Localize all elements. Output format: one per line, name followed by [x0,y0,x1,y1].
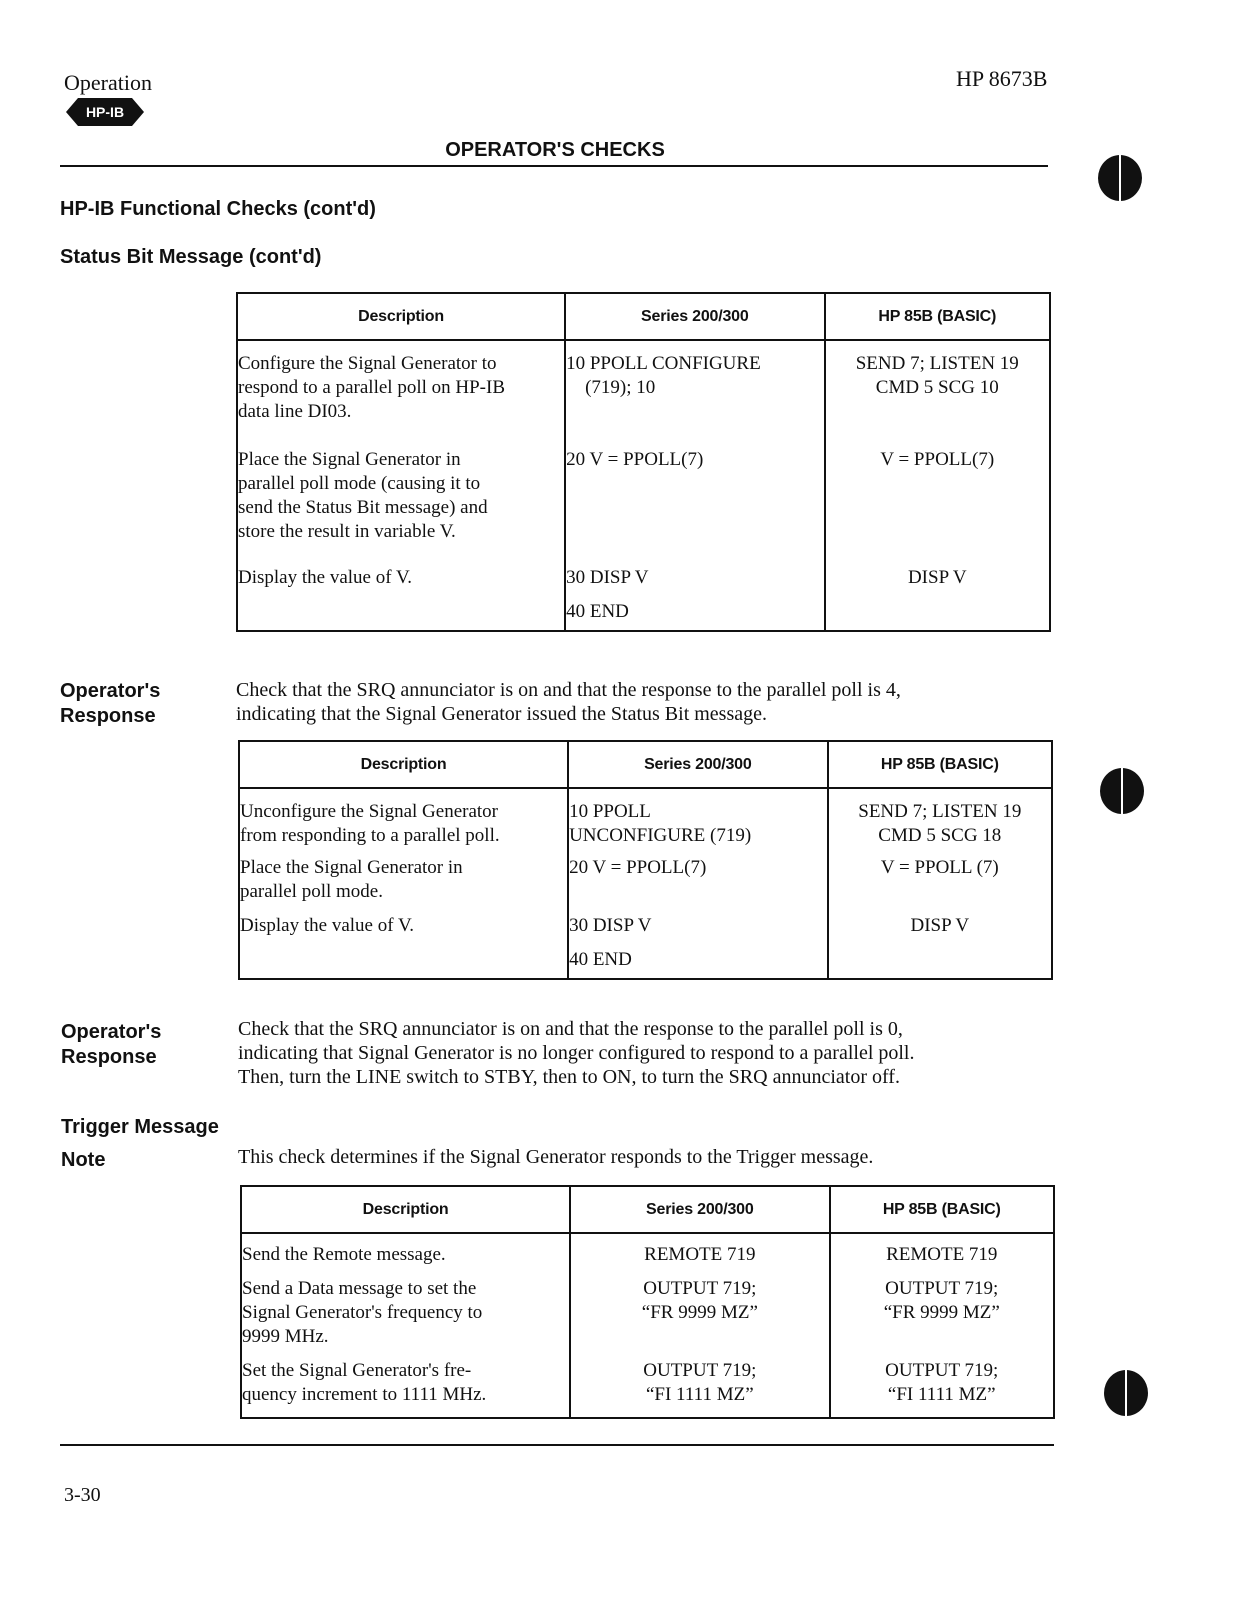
cell-description [237,424,565,544]
cell-text-line: Place the Signal Generator in [240,857,463,878]
cell-text-line: Display the value of V. [238,567,412,588]
cell-description [241,1267,570,1349]
cell-text-line: REMOTE 719 [886,1244,998,1265]
cell-series-200-300 [565,340,824,424]
column-header-description: Description [239,741,568,788]
operators-response-text: Check that the SRQ annunciator is on and that the response to the parallel poll is 4, indicating that the Signal Generator issued the Status Bit message. [236,679,901,725]
cell-text-line: CMD 5 SCG 18 [878,825,1002,846]
header-rule [60,165,1048,167]
cell-text-line: Display the value of V. [240,915,414,936]
margin-bullet-icon [1104,1370,1148,1416]
cell-series-200-300 [570,1267,829,1349]
table-row [237,340,1050,424]
command-table-status-bit [236,292,1051,632]
cell-text-line: UNCONFIGURE (719) [569,825,752,846]
cell-series-200-300 [568,938,828,979]
cell-text-line: data line DI03. [238,401,352,422]
cell-hp-85b [830,1349,1055,1418]
cell-text-line: send the Status Bit message) and [238,497,488,518]
table-row [239,938,1052,979]
cell-text-line: DISP V [907,567,967,588]
margin-bullet-icon [1098,155,1142,201]
column-header-hp85: HP 85B (BASIC) [830,1186,1055,1233]
cell-description [239,788,568,848]
column-header-description: Description [237,293,565,340]
cell-hp-85b [825,424,1050,544]
cell-text-line: 10 PPOLL CONFIGURE [566,353,761,374]
column-header-series: Series 200/300 [570,1186,829,1233]
cell-hp-85b [828,904,1052,938]
cell-description [241,1233,570,1267]
cell-text-line: 30 DISP V [569,915,652,936]
cell-text-line: CMD 5 SCG 10 [875,377,999,398]
table-row [239,848,1052,904]
cell-series-200-300 [570,1233,829,1267]
cell-hp-85b [830,1233,1055,1267]
cell-text-line: from responding to a parallel poll. [240,825,500,846]
cell-text-line: OUTPUT 719; [643,1360,757,1381]
cell-text-line: Send a Data message to set the [242,1278,477,1299]
column-header-hp85: HP 85B (BASIC) [828,741,1052,788]
cell-text-line: Signal Generator's frequency to [242,1302,483,1323]
cell-text-line: SEND 7; LISTEN 19 [858,801,1022,822]
cell-text-line: V = PPOLL(7) [880,449,995,470]
cell-text-line: OUTPUT 719; [885,1360,999,1381]
cell-text-line: parallel poll mode. [240,881,383,902]
command-table-unconfigure [238,740,1053,980]
cell-series-200-300 [568,788,828,848]
cell-text-line: OUTPUT 719; [885,1278,999,1299]
cell-description [239,848,568,904]
subsection-heading: Status Bit Message (cont'd) [60,246,322,268]
column-header-hp85: HP 85B (BASIC) [825,293,1050,340]
operators-response-text: Check that the SRQ annunciator is on and that the response to the parallel poll is 0, indicating that Signal Generator is no longer configured to respond to a parallel poll. Then, turn the LINE switch to STBY, then to ON, to turn the SRQ annunciator off. [238,1018,915,1088]
cell-description [237,340,565,424]
cell-text-line: “FI 1111 MZ” [645,1384,754,1405]
cell-hp-85b [825,590,1050,631]
cell-text-line: REMOTE 719 [644,1244,756,1265]
cell-series-200-300 [570,1349,829,1418]
table-body [239,788,1052,979]
column-header-description: Description [241,1186,570,1233]
cell-description [237,590,565,631]
cell-text-line: 30 DISP V [566,567,649,588]
table-row [237,590,1050,631]
cell-text-line: “FI 1111 MZ” [887,1384,996,1405]
cell-text-line: Place the Signal Generator in [238,449,461,470]
column-header-series: Series 200/300 [568,741,828,788]
cell-series-200-300 [565,424,824,544]
trigger-message-heading: Trigger Message [61,1116,219,1138]
operators-response-label: Operator's Response [61,1021,162,1068]
cell-hp-85b [828,788,1052,848]
cell-text-line: OUTPUT 719; [643,1278,757,1299]
cell-description [239,904,568,938]
cell-text-line: V = PPOLL (7) [880,857,999,878]
cell-text-line: 40 END [569,949,632,970]
table-row [241,1267,1054,1349]
cell-hp-85b [828,848,1052,904]
cell-text-line: quency increment to 1111 MHz. [242,1384,487,1405]
section-heading: HP-IB Functional Checks (cont'd) [60,198,376,220]
cell-hp-85b [828,938,1052,979]
cell-text-line: 9999 MHz. [242,1326,329,1347]
cell-hp-85b [830,1267,1055,1349]
cell-series-200-300 [568,848,828,904]
table-row [241,1349,1054,1418]
cell-text-line: 40 END [566,601,629,622]
cell-text-line: “FR 9999 MZ” [883,1302,1000,1323]
column-header-series: Series 200/300 [565,293,824,340]
note-label: Note [61,1149,106,1171]
cell-text-line: Unconfigure the Signal Generator [240,801,498,822]
hpib-badge-label: HP-IB [85,104,125,120]
cell-text-line: Configure the Signal Generator to [238,353,497,374]
margin-bullet-icon [1100,768,1144,814]
table-body [237,340,1050,631]
cell-text-line: Send the Remote message. [242,1244,446,1265]
cell-series-200-300 [568,904,828,938]
operators-response-label: Operator's Response [60,680,161,727]
command-table-trigger [240,1185,1055,1419]
cell-series-200-300 [565,544,824,590]
table-row [237,544,1050,590]
cell-description [237,544,565,590]
cell-description [241,1349,570,1418]
table-row [239,788,1052,848]
footer-rule [60,1444,1054,1446]
cell-text-line: respond to a parallel poll on HP-IB [238,377,506,398]
table-row [239,904,1052,938]
note-text: This check determines if the Signal Generator responds to the Trigger message. [238,1146,874,1168]
table-row [237,424,1050,544]
page-title: OPERATOR'S CHECKS [445,139,665,161]
cell-text-line: “FR 9999 MZ” [641,1302,758,1323]
cell-text-line: DISP V [910,915,970,936]
cell-text-line: store the result in variable V. [238,521,456,542]
header-model-label: HP 8673B [956,66,1048,91]
header-section-label: Operation [64,70,152,95]
cell-text-line: 20 V = PPOLL(7) [569,857,707,878]
cell-hp-85b [825,544,1050,590]
table-body [241,1233,1054,1418]
cell-text-line: (719); 10 [566,377,656,398]
cell-text-line: Set the Signal Generator's fre- [242,1360,472,1381]
cell-text-line: SEND 7; LISTEN 19 [855,353,1019,374]
cell-description [239,938,568,979]
cell-text-line: 10 PPOLL [569,801,651,822]
table-row [241,1233,1054,1267]
cell-text-line: 20 V = PPOLL(7) [566,449,704,470]
cell-hp-85b [825,340,1050,424]
page-number: 3-30 [64,1484,101,1506]
cell-series-200-300 [565,590,824,631]
cell-text-line: parallel poll mode (causing it to [238,473,481,494]
